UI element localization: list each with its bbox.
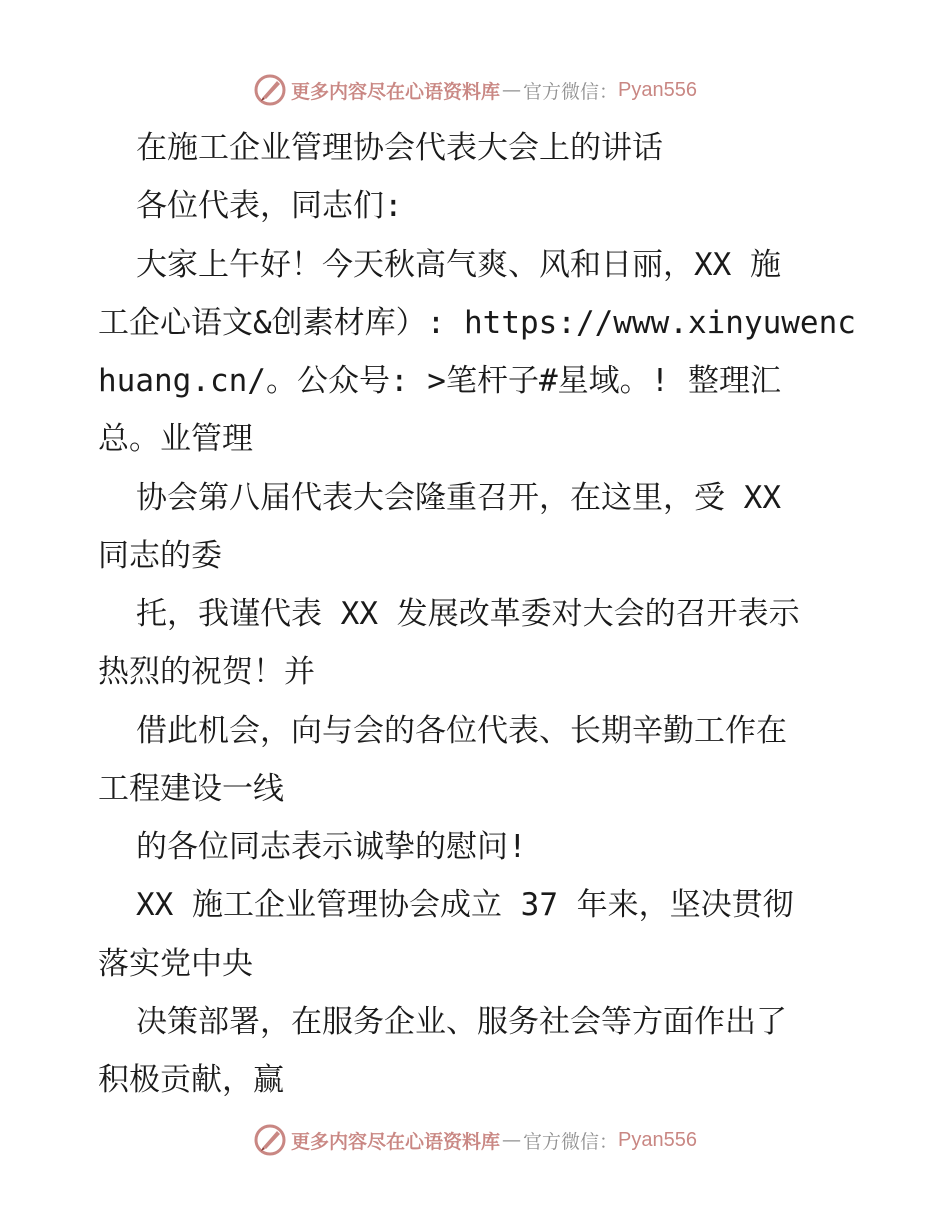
text-line: 大家上午好！今天秋高气爽、风和日丽，XX 施 (136, 247, 781, 283)
text-line: 落实党中央 (98, 946, 253, 982)
text-line: 托，我谨代表 XX 发展改革委对大会的召开表示 (136, 596, 800, 632)
text-line: 工企心语文&创素材库）: https://www.xinyuwenc (98, 305, 856, 341)
banner-wechat-id: Pyan556 (618, 78, 697, 101)
text-line: 决策部署，在服务企业、服务社会等方面作出了 (136, 1004, 787, 1040)
quill-pen-logo-icon (253, 73, 287, 107)
text-line: 协会第八届代表大会隆重召开，在这里，受 XX (136, 480, 781, 516)
text-line: 同志的委 (98, 538, 222, 574)
text-line: 积极贡献，赢 (98, 1062, 284, 1098)
banner-title: 更多内容尽在心语资料库 (291, 80, 501, 103)
banner-wechat-label: 官方微信： (523, 80, 619, 103)
text-line: 热烈的祝贺！并 (98, 654, 315, 690)
banner-separator: — (502, 1129, 522, 1151)
footer-watermark-banner (0, 1120, 950, 1160)
text-line: XX 施工企业管理协会成立 37 年来，坚决贯彻 (136, 887, 794, 923)
banner-separator: — (502, 79, 522, 101)
text-line: 总。业管理 (98, 421, 253, 457)
header-watermark-banner (0, 70, 950, 110)
banner-wechat-id: Pyan556 (618, 1128, 697, 1151)
text-line: 的各位同志表示诚挚的慰问! (136, 829, 527, 865)
salutation: 各位代表，同志们: (136, 188, 403, 224)
text-line: 借此机会，向与会的各位代表、长期辛勤工作在 (136, 713, 787, 749)
quill-pen-logo-icon (253, 1123, 287, 1157)
banner-title: 更多内容尽在心语资料库 (291, 1130, 501, 1153)
document-title: 在施工企业管理协会代表大会上的讲话 (136, 130, 663, 166)
text-line: huang.cn/。公众号: >笔杆子#星域。! 整理汇 (98, 363, 781, 399)
text-line: 工程建设一线 (98, 771, 284, 807)
banner-wechat-label: 官方微信： (523, 1130, 619, 1153)
